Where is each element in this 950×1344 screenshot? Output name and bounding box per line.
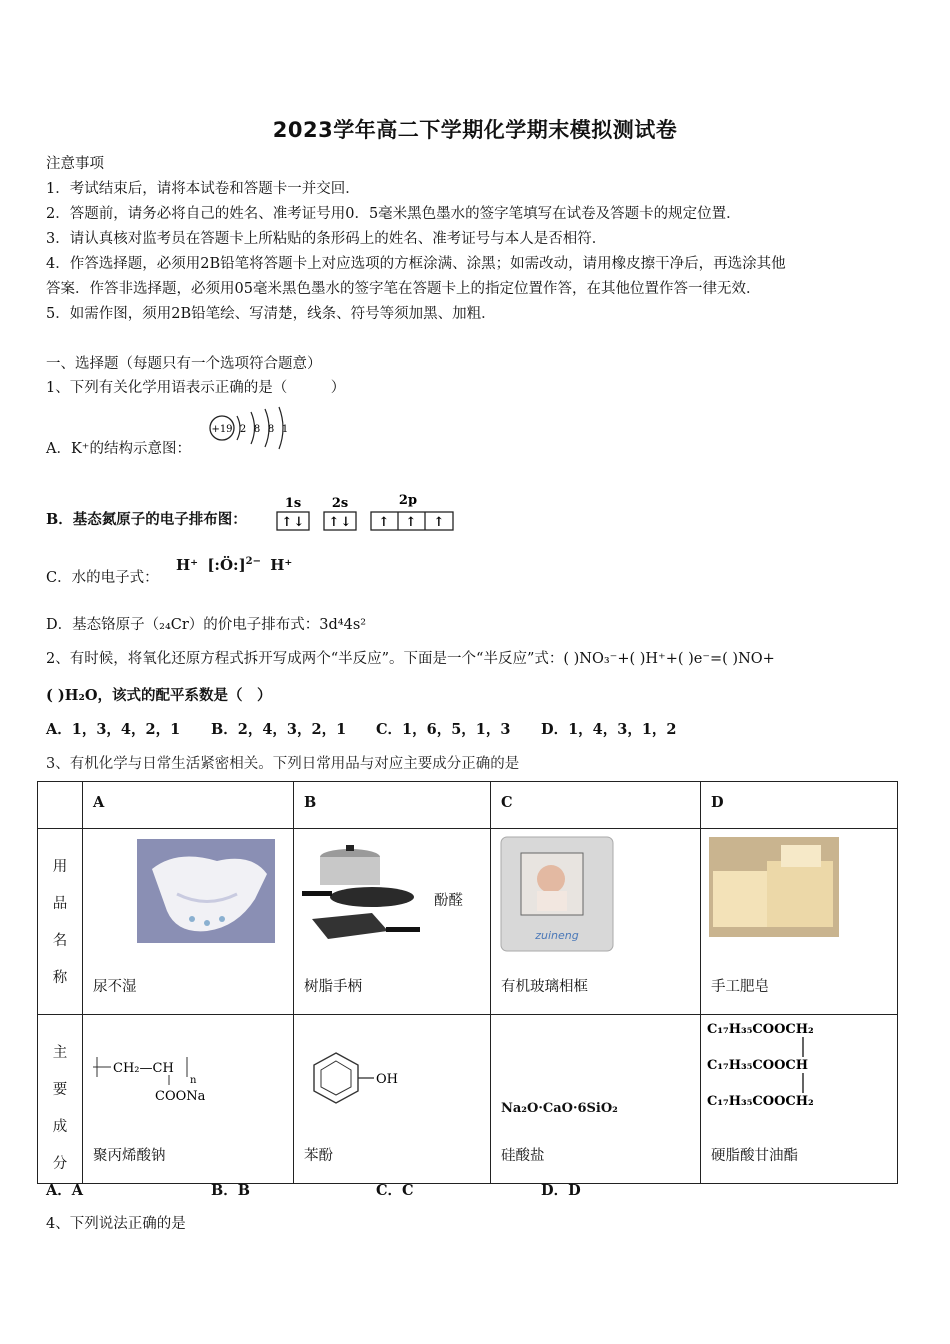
formula-bracket: [:Ö:]	[207, 556, 246, 574]
header-label: A	[93, 794, 105, 811]
item-name: 有机玻璃相框	[501, 979, 588, 995]
sodium-polyacrylate-structure	[93, 1051, 253, 1111]
formula-h: H⁺	[270, 556, 293, 574]
glyceride-line: C₁₇H₃₅COOCH	[707, 1058, 809, 1073]
q3-options	[46, 1179, 581, 1200]
q2-stem-line2: ( )H₂O，该式的配平系数是（ ）	[46, 687, 272, 704]
q2-option: A．1，3，4，2，1	[46, 721, 181, 738]
orbital-label: 1s	[284, 496, 302, 511]
nucleus-label: +19	[211, 424, 233, 435]
component-cell-b	[294, 1015, 491, 1184]
q3-stem: 3、有机化学与日常生活紧密相关。下列日常用品与对应主要成分正确的是	[46, 756, 520, 772]
component-name: 聚丙烯酸钠	[93, 1148, 166, 1164]
item-name: 手工肥皂	[711, 979, 769, 995]
component-name: 苯酚	[304, 1148, 333, 1164]
q3-option: B．B	[211, 1182, 251, 1199]
shell-count: 8	[253, 424, 261, 435]
phenol-structure	[310, 1049, 420, 1111]
header-cell	[491, 782, 701, 829]
row-label-item-name: 用 品 名 称	[38, 829, 83, 1015]
shell-count: 1	[281, 424, 289, 435]
notice-item: 5．如需作图，须用2B铅笔绘、写清楚，线条、符号等须加黑、加粗．	[46, 306, 496, 322]
notice-item: 1．考试结束后，请将本试卷和答题卡一并交回．	[46, 181, 360, 197]
notice-item: 答案．作答非选择题，必须用05毫米黑色墨水的签字笔在答题卡上的指定位置作答，在其他位置作答一律无效．	[46, 281, 761, 297]
page-title: 2023学年高二下学期化学期末模拟测试卷	[272, 118, 678, 142]
formula-charge: 2−	[245, 556, 262, 567]
header-cell	[701, 782, 898, 829]
cookware-image	[302, 839, 432, 951]
soap-image	[709, 837, 839, 937]
component-name: 硅酸盐	[501, 1148, 545, 1164]
item-cell-b	[294, 829, 491, 1015]
orbital-label: 2p	[398, 493, 418, 508]
q4-stem: 4、下列说法正确的是	[46, 1216, 186, 1232]
polymer-n: n	[190, 1075, 197, 1086]
diaper-image	[137, 839, 275, 943]
q2-option: D．1，4，3，1，2	[541, 721, 677, 738]
svg-text:↑: ↑	[378, 515, 390, 530]
header-label: C	[501, 794, 513, 811]
q2-option: B．2，4，3，2，1	[211, 721, 347, 738]
glyceride-structure	[707, 1017, 847, 1117]
svg-text:↑: ↑	[328, 515, 340, 530]
header-cell	[294, 782, 491, 829]
photo-frame-image	[499, 835, 615, 953]
q3-table	[37, 781, 898, 1184]
q2-option: C．1，6，5，1，3	[376, 721, 511, 738]
orbital-label: 2s	[331, 496, 349, 511]
component-cell-a	[83, 1015, 294, 1184]
k-ion-structure-diagram	[205, 406, 295, 450]
component-name: 硬脂酸甘油酯	[711, 1148, 798, 1164]
header-cell	[83, 782, 294, 829]
svg-text:↑: ↑	[405, 515, 417, 530]
item-cell-c	[491, 829, 701, 1015]
glyceride-line: C₁₇H₃₅COOCH₂	[707, 1094, 814, 1109]
svg-text:↓: ↓	[340, 515, 352, 530]
polymer-side: COONa	[155, 1089, 206, 1104]
q3-option: D．D	[541, 1182, 581, 1199]
item-name: 树脂手柄	[304, 979, 362, 995]
header-label: B	[304, 794, 317, 811]
notice-item: 2．答题前，请务必将自己的姓名、准考证号用0．5毫米黑色墨水的签字笔填写在试卷及答题卡的规定位置．	[46, 206, 741, 222]
item-cell-d	[701, 829, 898, 1015]
glyceride-line: C₁₇H₃₅COOCH₂	[707, 1022, 814, 1037]
extra-label: 酚醛	[434, 893, 463, 909]
polymer-main: CH₂—CH	[113, 1061, 174, 1076]
item-cell-a	[83, 829, 294, 1015]
notice-heading: 注意事项	[46, 156, 104, 172]
q3-option: C．C	[376, 1182, 414, 1199]
q2-stem-line1: 2、有时候，将氧化还原方程式拆开写成两个“半反应”。下面是一个“半反应”式：( )NO₃⁻+( )H⁺+( )e⁻=( )NO+	[46, 651, 775, 667]
frame-text: zuineng	[535, 929, 579, 942]
formula-h: H⁺	[176, 556, 199, 574]
nitrogen-orbital-diagram	[272, 490, 462, 534]
water-electron-formula	[176, 556, 292, 574]
shell-count: 2	[239, 424, 247, 435]
phenol-group: OH	[376, 1072, 398, 1087]
notice-item: 3．请认真核对监考员在答题卡上所粘贴的条形码上的姓名、准考证号与本人是否相符．	[46, 231, 607, 247]
notice-item: 4．作答选择题，必须用2B铅笔将答题卡上对应选项的方框涂满、涂黑；如需改动，请用橡皮擦干净后，再选涂其他	[46, 256, 786, 272]
silicate-formula: Na₂O·CaO·6SiO₂	[501, 1101, 618, 1116]
q1-option-a: A．K⁺的结构示意图：	[46, 441, 191, 457]
q3-option: A．A	[46, 1182, 84, 1199]
item-name: 尿不湿	[93, 979, 137, 995]
q1-stem: 1、下列有关化学用语表示正确的是（ ）	[46, 380, 346, 396]
q2-options	[46, 718, 677, 739]
row-label-component: 主 要 成 分	[38, 1015, 83, 1184]
section-heading: 一、选择题（每题只有一个选项符合题意）	[46, 356, 322, 372]
table-corner	[38, 782, 83, 829]
header-label: D	[711, 794, 724, 811]
svg-text:↑: ↑	[433, 515, 445, 530]
svg-text:↓: ↓	[293, 515, 305, 530]
shell-count: 8	[267, 424, 275, 435]
component-cell-c	[491, 1015, 701, 1184]
svg-text:↑: ↑	[281, 515, 293, 530]
q1-option-b: B．基态氮原子的电子排布图：	[46, 511, 247, 528]
q1-option-c: C．水的电子式：	[46, 570, 159, 586]
q1-option-d: D．基态铬原子（₂₄Cr）的价电子排布式：3d⁴4s²	[46, 617, 367, 633]
component-cell-d	[701, 1015, 898, 1184]
